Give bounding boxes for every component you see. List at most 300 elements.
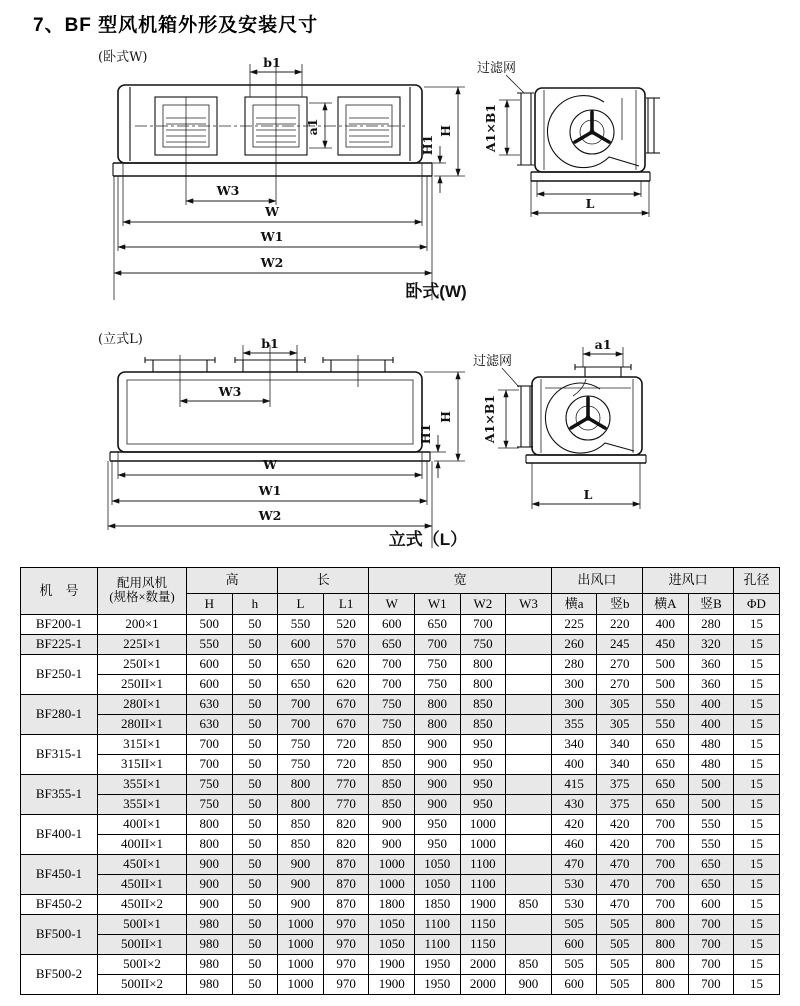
dim-w2-label-2: W2 [258, 508, 282, 523]
dim-value-cell [506, 875, 552, 895]
vertical-view-label: (立式L) [98, 332, 143, 347]
machine-no-cell: BF500-1 [21, 915, 98, 955]
dim-value-cell: 305 [597, 695, 643, 715]
dim-value-cell: 1100 [415, 915, 461, 935]
dim-value-cell: 850 [369, 775, 415, 795]
dim-value-cell: 800 [460, 655, 506, 675]
col-W3: W3 [506, 594, 552, 615]
dim-value-cell: 15 [734, 875, 780, 895]
dim-value-cell: 750 [369, 715, 415, 735]
dim-value-cell: 470 [597, 895, 643, 915]
dim-value-cell: 980 [187, 915, 233, 935]
dim-value-cell: 900 [506, 975, 552, 995]
dim-value-cell: 15 [734, 695, 780, 715]
dim-value-cell: 700 [688, 955, 734, 975]
col-machine-no: 机 号 [21, 568, 98, 615]
dim-value-cell: 700 [688, 915, 734, 935]
dim-value-cell: 1900 [369, 955, 415, 975]
table-row [21, 675, 780, 695]
dim-value-cell: 1850 [415, 895, 461, 915]
machine-no-cell: BF450-2 [21, 895, 98, 915]
dim-value-cell: 900 [278, 875, 324, 895]
dim-value-cell: 1150 [460, 915, 506, 935]
dim-value-cell: 950 [460, 795, 506, 815]
dim-value-cell: 470 [597, 855, 643, 875]
dim-value-cell: 340 [597, 735, 643, 755]
dim-value-cell [506, 815, 552, 835]
side-base-2 [526, 455, 646, 463]
dim-value-cell: 870 [323, 895, 369, 915]
dim-value-cell: 1800 [369, 895, 415, 915]
dim-value-cell: 850 [369, 735, 415, 755]
table-row [21, 755, 780, 775]
vertical-front-view [98, 331, 467, 549]
table-row [21, 815, 780, 835]
dim-value-cell [506, 855, 552, 875]
dim-value-cell: 850 [278, 815, 324, 835]
dim-w3-label: W3 [216, 183, 240, 198]
dim-value-cell: 620 [323, 655, 369, 675]
dim-h-label-2: H [438, 411, 453, 423]
table-row [21, 775, 780, 795]
dim-h-label: H [438, 125, 453, 137]
dim-value-cell: 630 [187, 695, 233, 715]
dim-value-cell: 50 [232, 775, 278, 795]
dim-value-cell: 50 [232, 675, 278, 695]
fan-spec-cell: 400I×1 [98, 815, 187, 835]
dim-value-cell: 50 [232, 855, 278, 875]
dim-value-cell: 950 [460, 775, 506, 795]
dim-value-cell: 700 [643, 895, 689, 915]
dim-value-cell: 750 [187, 775, 233, 795]
dim-value-cell: 600 [369, 615, 415, 635]
dim-value-cell: 900 [187, 855, 233, 875]
fan-spec-cell: 315II×1 [98, 755, 187, 775]
fan-spec-cell: 450II×2 [98, 895, 187, 915]
dim-value-cell: 340 [551, 735, 597, 755]
fan-spec-cell: 225I×1 [98, 635, 187, 655]
dim-value-cell: 570 [323, 635, 369, 655]
dim-value-cell: 15 [734, 935, 780, 955]
dim-value-cell: 50 [232, 795, 278, 815]
dim-value-cell: 700 [369, 675, 415, 695]
fan-spec-cell: 400II×1 [98, 835, 187, 855]
dim-b1-label: b1 [263, 55, 281, 70]
table-row [21, 975, 780, 995]
col-inlet-B: 竖B [688, 594, 734, 615]
dim-value-cell: 420 [597, 835, 643, 855]
fan-spec-cell: 315I×1 [98, 735, 187, 755]
dim-value-cell: 800 [643, 915, 689, 935]
dim-w3-label-2: W3 [218, 384, 242, 399]
machine-no-cell: BF315-1 [21, 735, 98, 775]
dim-value-cell: 50 [232, 915, 278, 935]
dim-value-cell: 650 [688, 855, 734, 875]
dim-value-cell: 1050 [369, 935, 415, 955]
dim-value-cell: 470 [551, 855, 597, 875]
table-row [21, 695, 780, 715]
dim-value-cell [506, 615, 552, 635]
horizontal-dimensions [114, 55, 465, 300]
fan-impeller [547, 96, 639, 168]
dim-value-cell: 800 [278, 795, 324, 815]
dim-value-cell: 650 [643, 735, 689, 755]
col-outlet-b: 竖b [597, 594, 643, 615]
dim-a1xb1-label-1: A1×B1 [483, 103, 498, 153]
dim-value-cell: 800 [643, 935, 689, 955]
dim-value-cell: 650 [643, 795, 689, 815]
dim-value-cell [506, 655, 552, 675]
dim-value-cell: 15 [734, 975, 780, 995]
dim-value-cell: 505 [597, 935, 643, 955]
dim-value-cell: 750 [369, 695, 415, 715]
col-group-outlet: 出风口 [551, 568, 642, 594]
dim-value-cell: 1000 [460, 835, 506, 855]
dim-value-cell: 270 [597, 655, 643, 675]
fan-spec-cell: 280I×1 [98, 695, 187, 715]
dim-value-cell: 505 [551, 955, 597, 975]
dim-value-cell: 700 [643, 815, 689, 835]
fan-spec-cell: 200×1 [98, 615, 187, 635]
col-group-height: 高 [187, 568, 278, 594]
dim-value-cell: 15 [734, 895, 780, 915]
dim-value-cell: 970 [323, 935, 369, 955]
dim-value-cell: 1100 [460, 875, 506, 895]
dim-value-cell: 700 [187, 755, 233, 775]
dim-value-cell: 770 [323, 775, 369, 795]
dim-value-cell [506, 775, 552, 795]
dim-value-cell: 1050 [369, 915, 415, 935]
dim-value-cell: 50 [232, 635, 278, 655]
col-inlet-A: 横A [643, 594, 689, 615]
dim-value-cell: 620 [323, 675, 369, 695]
table-row [21, 735, 780, 755]
dim-value-cell: 1000 [278, 975, 324, 995]
machine-no-cell: BF225-1 [21, 635, 98, 655]
dim-value-cell: 750 [187, 795, 233, 815]
fan-header-line2: (规格×数量) [109, 590, 175, 604]
dim-value-cell: 650 [688, 875, 734, 895]
dim-value-cell: 305 [597, 715, 643, 735]
dim-value-cell: 420 [597, 815, 643, 835]
dim-a1xb1-label-2: A1×B1 [482, 394, 497, 444]
dim-value-cell: 360 [688, 675, 734, 695]
dim-value-cell: 650 [278, 655, 324, 675]
dim-value-cell: 800 [187, 835, 233, 855]
dim-value-cell: 1000 [278, 935, 324, 955]
dim-value-cell: 300 [551, 695, 597, 715]
machine-no-cell: BF250-1 [21, 655, 98, 695]
dim-value-cell: 700 [643, 835, 689, 855]
dim-value-cell: 15 [734, 855, 780, 875]
dim-value-cell: 970 [323, 955, 369, 975]
vertical-caption: 立式（L） [388, 530, 468, 549]
dim-h1-label: H1 [420, 134, 435, 156]
dim-value-cell: 600 [187, 655, 233, 675]
dim-value-cell: 1050 [415, 875, 461, 895]
dim-value-cell: 850 [506, 955, 552, 975]
dim-value-cell: 800 [278, 775, 324, 795]
col-group-hole: 孔径 [734, 568, 780, 594]
dim-value-cell: 15 [734, 815, 780, 835]
dim-value-cell: 700 [278, 715, 324, 735]
dim-value-cell: 900 [415, 735, 461, 755]
dim-value-cell: 950 [460, 735, 506, 755]
col-fan-spec [98, 568, 187, 615]
dim-value-cell: 340 [597, 755, 643, 775]
dim-value-cell: 750 [415, 655, 461, 675]
dim-value-cell: 530 [551, 895, 597, 915]
dim-value-cell: 870 [323, 855, 369, 875]
filter-label-1: 过滤网 [477, 61, 517, 76]
dim-value-cell: 375 [597, 775, 643, 795]
dim-value-cell: 900 [278, 895, 324, 915]
dim-value-cell: 800 [187, 815, 233, 835]
table-row [21, 835, 780, 855]
dim-value-cell [506, 675, 552, 695]
dim-value-cell: 1000 [278, 915, 324, 935]
dim-value-cell: 970 [323, 915, 369, 935]
col-H: H [187, 594, 233, 615]
dim-value-cell: 50 [232, 955, 278, 975]
dim-value-cell: 430 [551, 795, 597, 815]
col-W2: W2 [460, 594, 506, 615]
dim-value-cell: 720 [323, 735, 369, 755]
dim-value-cell: 300 [551, 675, 597, 695]
dim-value-cell: 900 [415, 775, 461, 795]
dim-value-cell: 225 [551, 615, 597, 635]
dim-value-cell: 700 [643, 855, 689, 875]
table-row [21, 875, 780, 895]
dim-value-cell: 700 [415, 635, 461, 655]
dim-a1-label: a1 [305, 118, 320, 136]
dim-value-cell: 1000 [278, 955, 324, 975]
col-L: L [278, 594, 324, 615]
machine-no-cell: BF450-1 [21, 855, 98, 895]
dim-value-cell: 50 [232, 755, 278, 775]
top-duct-stubs [145, 357, 393, 372]
dim-value-cell: 480 [688, 755, 734, 775]
dim-value-cell: 1100 [415, 935, 461, 955]
dim-value-cell: 800 [460, 675, 506, 695]
dim-value-cell [506, 935, 552, 955]
fan-spec-cell: 250II×1 [98, 675, 187, 695]
fan-spec-cell: 500I×2 [98, 955, 187, 975]
dim-value-cell: 650 [643, 755, 689, 775]
dim-value-cell: 50 [232, 615, 278, 635]
dim-h1-label-2: H1 [418, 423, 433, 445]
table-row [21, 955, 780, 975]
col-W: W [369, 594, 415, 615]
machine-no-cell: BF400-1 [21, 815, 98, 855]
table-header [21, 568, 780, 615]
dim-value-cell: 670 [323, 695, 369, 715]
col-group-length: 长 [278, 568, 369, 594]
dim-value-cell: 850 [278, 835, 324, 855]
dim-w2-label: W2 [260, 255, 284, 270]
dim-value-cell: 980 [187, 975, 233, 995]
dim-value-cell: 800 [415, 715, 461, 735]
dim-value-cell: 650 [415, 615, 461, 635]
dim-value-cell [506, 635, 552, 655]
dim-value-cell [506, 735, 552, 755]
dim-value-cell: 900 [369, 815, 415, 835]
col-L1: L1 [323, 594, 369, 615]
dim-value-cell: 1950 [415, 955, 461, 975]
dim-value-cell: 750 [278, 755, 324, 775]
machine-no-cell: BF280-1 [21, 695, 98, 735]
dim-value-cell: 980 [187, 955, 233, 975]
base-plate [113, 163, 432, 176]
dim-value-cell: 50 [232, 735, 278, 755]
filter-label-2: 过滤网 [473, 354, 513, 369]
dim-value-cell: 900 [187, 875, 233, 895]
dim-value-cell: 450 [643, 635, 689, 655]
fan-header-line1: 配用风机 [116, 576, 167, 591]
dim-value-cell: 1000 [369, 875, 415, 895]
dim-value-cell: 375 [597, 795, 643, 815]
dim-value-cell: 50 [232, 935, 278, 955]
dim-value-cell: 50 [232, 975, 278, 995]
dim-value-cell: 15 [734, 615, 780, 635]
dim-value-cell: 980 [187, 935, 233, 955]
dim-value-cell: 280 [688, 615, 734, 635]
dim-w-label: W [264, 204, 280, 219]
machine-no-cell: BF355-1 [21, 775, 98, 815]
filter-screen [517, 93, 534, 165]
dim-value-cell: 400 [688, 695, 734, 715]
dim-value-cell: 820 [323, 815, 369, 835]
installation-diagrams [0, 45, 800, 560]
page-title: 7、BF 型风机箱外形及安装尺寸 [33, 15, 319, 36]
dim-value-cell [506, 835, 552, 855]
dim-value-cell: 900 [278, 855, 324, 875]
dim-l-label-1: L [585, 196, 595, 211]
dim-value-cell: 260 [551, 635, 597, 655]
dim-value-cell: 750 [278, 735, 324, 755]
fan-spec-cell: 500I×1 [98, 915, 187, 935]
dim-value-cell: 970 [323, 975, 369, 995]
table-row [21, 915, 780, 935]
dimension-table-body [21, 615, 780, 995]
dim-value-cell: 1900 [369, 975, 415, 995]
dim-value-cell: 500 [643, 675, 689, 695]
dim-value-cell: 15 [734, 755, 780, 775]
dim-value-cell: 630 [187, 715, 233, 735]
dim-value-cell: 850 [369, 795, 415, 815]
dim-value-cell: 15 [734, 915, 780, 935]
dim-value-cell: 505 [597, 915, 643, 935]
dim-value-cell: 900 [415, 795, 461, 815]
dim-value-cell: 950 [415, 815, 461, 835]
dim-value-cell: 550 [643, 695, 689, 715]
table-row [21, 635, 780, 655]
dim-value-cell [506, 915, 552, 935]
dim-a1-label-2: a1 [594, 337, 612, 352]
dim-value-cell: 950 [460, 755, 506, 775]
fan-spec-cell: 500II×2 [98, 975, 187, 995]
dim-value-cell: 220 [597, 615, 643, 635]
table-row [21, 655, 780, 675]
dim-value-cell: 50 [232, 875, 278, 895]
dim-value-cell: 700 [187, 735, 233, 755]
dim-value-cell: 550 [688, 815, 734, 835]
dim-value-cell: 320 [688, 635, 734, 655]
dim-w1-label-2: W1 [258, 483, 282, 498]
dim-value-cell: 900 [187, 895, 233, 915]
dim-value-cell: 500 [643, 655, 689, 675]
table-row [21, 855, 780, 875]
dim-value-cell: 505 [551, 915, 597, 935]
dim-value-cell: 360 [688, 655, 734, 675]
dim-value-cell: 50 [232, 835, 278, 855]
dim-value-cell: 850 [369, 755, 415, 775]
dim-value-cell: 650 [278, 675, 324, 695]
horizontal-caption: 卧式(W) [405, 282, 467, 301]
fan-spec-cell: 280II×1 [98, 715, 187, 735]
dim-value-cell: 1000 [369, 855, 415, 875]
table-row [21, 895, 780, 915]
outlet-flange [646, 98, 660, 153]
fan-spec-cell: 450II×1 [98, 875, 187, 895]
dim-value-cell: 50 [232, 895, 278, 915]
fan-impeller-2 [545, 379, 634, 453]
fan-spec-cell: 355I×1 [98, 775, 187, 795]
dim-value-cell: 50 [232, 715, 278, 735]
dim-value-cell: 550 [278, 615, 324, 635]
dim-value-cell: 505 [597, 975, 643, 995]
dim-value-cell: 15 [734, 635, 780, 655]
dim-value-cell: 550 [688, 835, 734, 855]
machine-no-cell: BF500-2 [21, 955, 98, 995]
dim-value-cell: 50 [232, 655, 278, 675]
dim-value-cell: 550 [643, 715, 689, 735]
dim-value-cell: 850 [460, 695, 506, 715]
dim-l-label-2: L [583, 487, 593, 502]
dim-value-cell: 400 [551, 755, 597, 775]
dim-value-cell: 770 [323, 795, 369, 815]
dim-value-cell: 280 [551, 655, 597, 675]
dim-value-cell: 15 [734, 715, 780, 735]
dim-value-cell: 900 [369, 835, 415, 855]
dim-value-cell: 870 [323, 875, 369, 895]
dim-value-cell: 850 [460, 715, 506, 735]
dim-value-cell [506, 755, 552, 775]
side-base [531, 172, 650, 181]
fan-spec-cell: 355I×1 [98, 795, 187, 815]
dim-value-cell: 50 [232, 695, 278, 715]
dim-value-cell: 700 [643, 875, 689, 895]
vertical-side-view [473, 337, 646, 509]
dim-value-cell: 460 [551, 835, 597, 855]
dim-value-cell: 720 [323, 755, 369, 775]
dim-value-cell: 700 [278, 695, 324, 715]
dim-value-cell: 530 [551, 875, 597, 895]
dim-value-cell: 50 [232, 815, 278, 835]
dim-value-cell [506, 715, 552, 735]
table-row [21, 615, 780, 635]
dim-w-label-2: W [262, 457, 278, 472]
dim-value-cell: 670 [323, 715, 369, 735]
dimension-table [20, 567, 780, 995]
dim-value-cell: 700 [688, 935, 734, 955]
dim-value-cell: 750 [460, 635, 506, 655]
dim-value-cell: 2000 [460, 955, 506, 975]
dim-value-cell: 600 [278, 635, 324, 655]
dim-value-cell: 700 [460, 615, 506, 635]
dim-value-cell: 15 [734, 835, 780, 855]
col-hole-d: ΦD [734, 594, 780, 615]
